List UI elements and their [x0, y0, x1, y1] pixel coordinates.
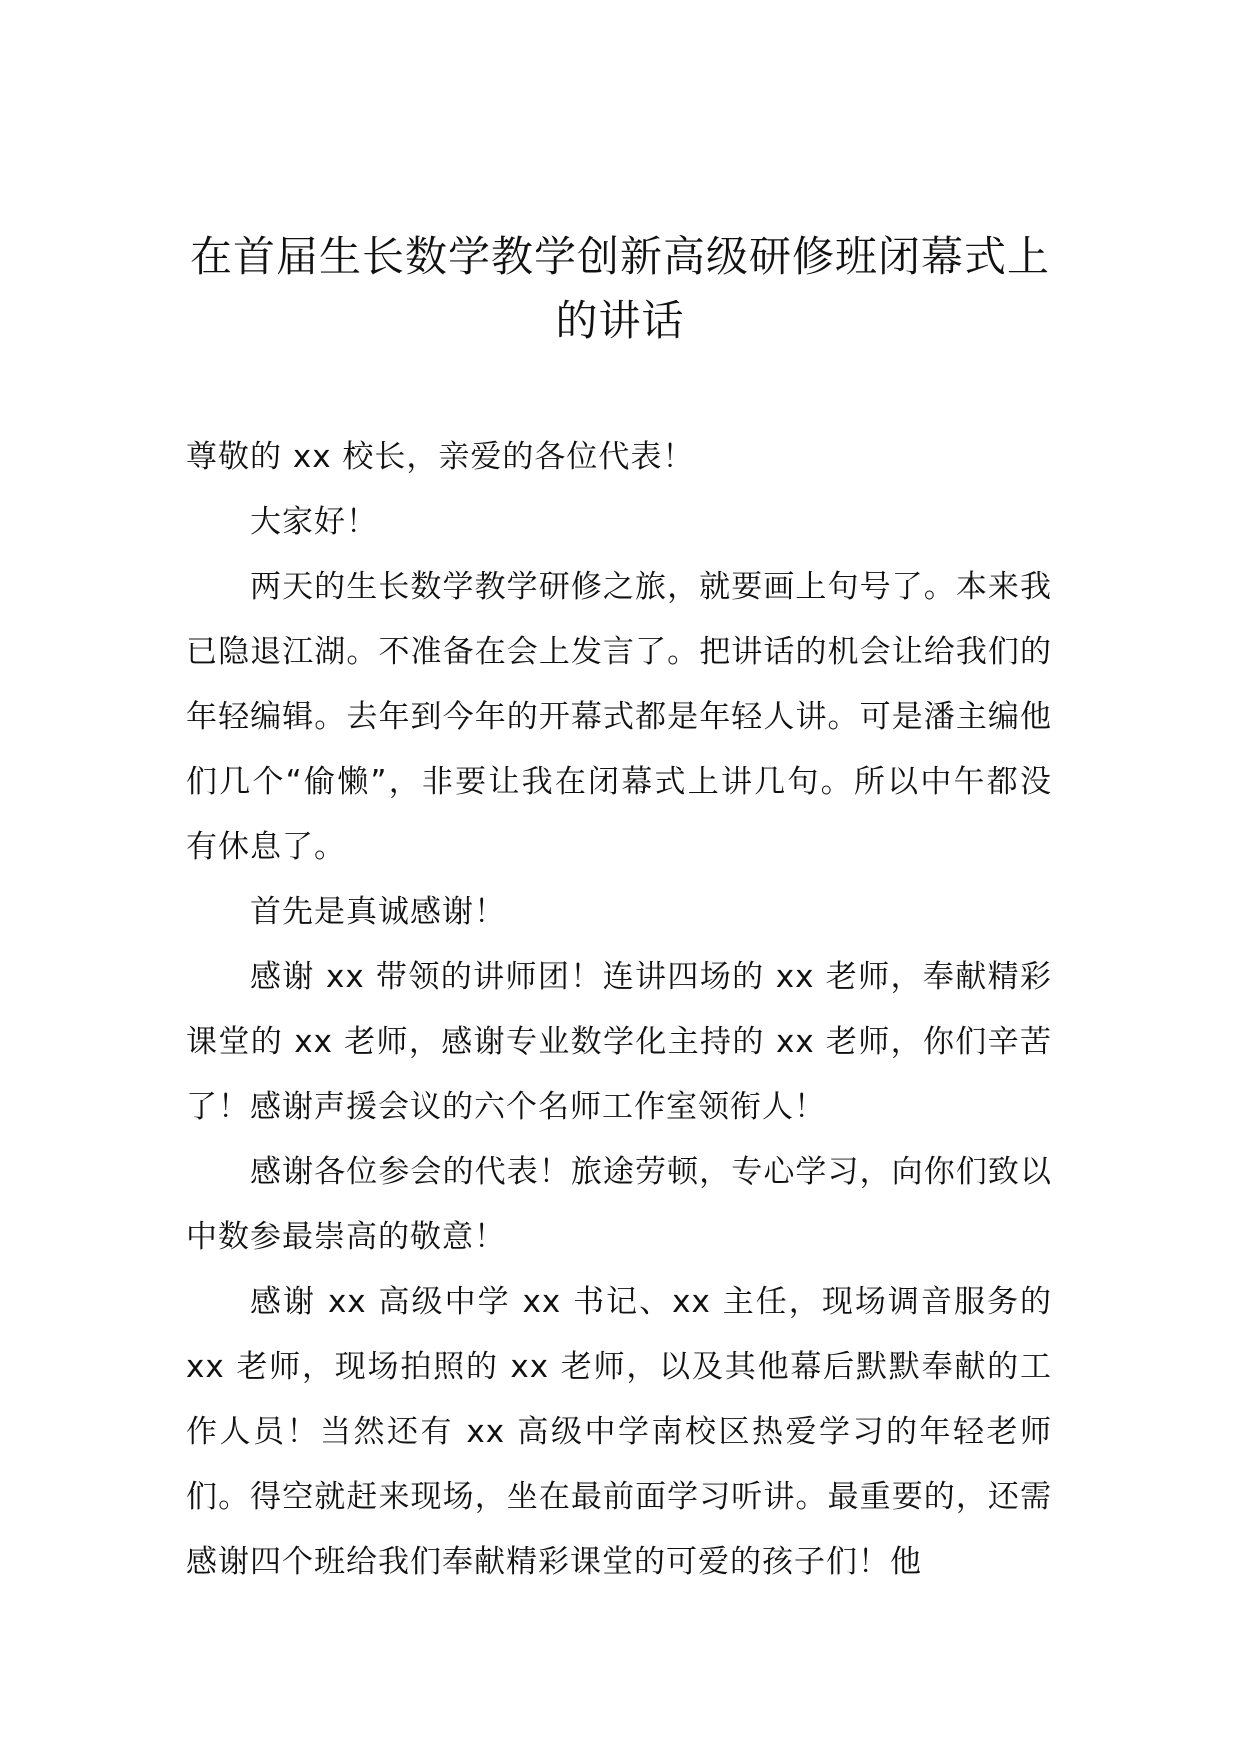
document-title: 在首届生长数学教学创新高级研修班闭幕式上的讲话 [190, 232, 1051, 345]
paragraph-thanks-staff: 感谢 xx 高级中学 xx 书记、xx 主任，现场调音服务的 xx 老师，现场拍照的 xx 老师，以及其他幕后默默奉献的工作人员！当然还有 xx 高级中学南校区热爱学习的年轻老师们。得空就赶来现场，坐在最前面学习听讲。最重要的，还需感谢四个班给我们奉献精彩课堂的可爱的孩子们！他 [186, 1284, 1052, 1580]
paragraph-opening: 两天的生长数学教学研修之旅，就要画上句号了。本来我已隐退江湖。不准备在会上发言了。把讲话的机会让给我们的年轻编辑。去年到今年的开幕式都是年轻人讲。可是潘主编他们几个“偷懒”，非要让我在闭幕式上讲几句。所以中午都没有休息了。 [186, 569, 1052, 865]
paragraph-thanks-intro: 首先是真诚感谢！ [250, 894, 506, 930]
paragraph-salutation: 尊敬的 xx 校长，亲爱的各位代表！ [186, 439, 695, 475]
document-body [186, 425, 1052, 1595]
paragraph-greeting: 大家好！ [250, 504, 378, 540]
paragraph-thanks-attendees: 感谢各位参会的代表！旅途劳顿，专心学习，向你们致以中数参最崇高的敬意！ [186, 1154, 1052, 1255]
paragraph-thanks-lecturers: 感谢 xx 带领的讲师团！连讲四场的 xx 老师，奉献精彩课堂的 xx 老师，感谢专业数学化主持的 xx 老师，你们辛苦了！感谢声援会议的六个名师工作室领衔人！ [186, 959, 1052, 1125]
